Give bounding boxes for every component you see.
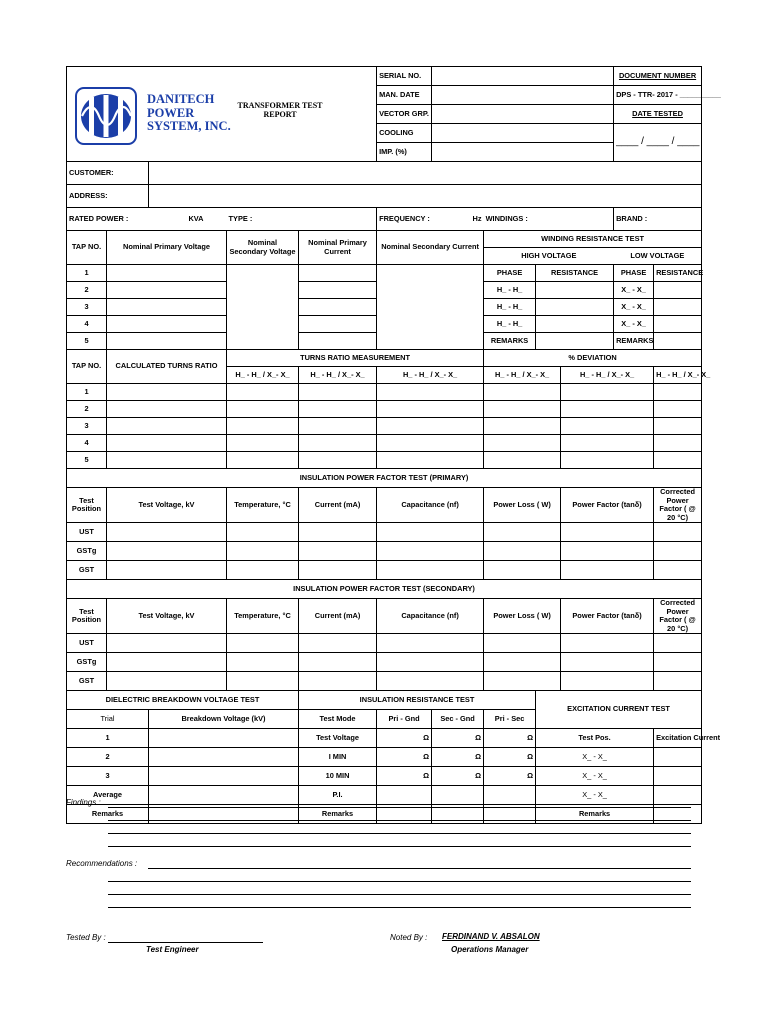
hv-phase-3: H_ - H_ — [484, 316, 536, 333]
pf-secondary-header-current: Current (mA) — [299, 599, 377, 634]
pri-gnd-header: Pri - Gnd — [377, 710, 432, 729]
pf-cell[interactable] — [227, 542, 299, 561]
insulation-remarks-label: Remarks — [299, 805, 377, 824]
hv-resistance-cell[interactable] — [536, 282, 614, 299]
serial-no-label: SERIAL NO. — [377, 67, 432, 86]
hz-unit: Hz — [472, 213, 482, 223]
turns-cell[interactable] — [484, 384, 561, 401]
pf-cell[interactable] — [654, 561, 702, 580]
pf-primary-header-voltage: Test Voltage, kV — [107, 488, 227, 523]
pf-cell[interactable] — [561, 672, 654, 691]
turns-cell[interactable] — [107, 435, 227, 452]
pf-secondary-title: INSULATION POWER FACTOR TEST (SECONDARY) — [67, 580, 702, 599]
pf-cell[interactable] — [561, 634, 654, 653]
hv-resistance-cell[interactable] — [536, 299, 614, 316]
turns-cell[interactable] — [227, 384, 299, 401]
turns-cell[interactable] — [561, 384, 654, 401]
primary-current-cell[interactable] — [299, 333, 377, 350]
turns-cell[interactable] — [227, 452, 299, 469]
tap-row-1: 1 — [67, 265, 107, 282]
frequency-text: FREQUENCY : — [379, 213, 430, 223]
lv-phase-3: X_ - X_ — [614, 316, 654, 333]
ohm-icon: Ω — [377, 767, 432, 786]
test-mode-voltage: Test Voltage — [299, 729, 377, 748]
turns-cell[interactable] — [484, 452, 561, 469]
nominal-secondary-voltage-header: Nominal Secondary Voltage — [227, 231, 299, 265]
turns-cell[interactable] — [654, 452, 702, 469]
pf-primary-header-power-factor: Power Factor (tanδ) — [561, 488, 654, 523]
turns-cell[interactable] — [654, 401, 702, 418]
pri-sec-header: Pri - Sec — [484, 710, 536, 729]
pf-secondary-header-position: Test Position — [67, 599, 107, 634]
tap-row-5: 5 — [67, 333, 107, 350]
findings-line-3[interactable] — [108, 833, 691, 834]
address-label: ADDRESS: — [67, 185, 149, 208]
turns-cell[interactable] — [107, 384, 227, 401]
hv-remarks-cell[interactable] — [536, 333, 614, 350]
imp-field[interactable] — [432, 143, 614, 162]
report-form — [66, 66, 721, 824]
turns-cell[interactable] — [299, 418, 377, 435]
pf-secondary-header-power-loss: Power Loss ( W) — [484, 599, 561, 634]
manager-name: FERDINAND V. ABSALON — [442, 932, 540, 941]
pf-secondary-row-gstg: GSTg — [67, 653, 107, 672]
serial-no-field[interactable] — [432, 67, 614, 86]
ohm-icon: Ω — [432, 748, 484, 767]
company-name-line-1: DANITECH — [147, 92, 215, 106]
hv-resistance-header: RESISTANCE — [536, 265, 614, 282]
company-name-line-3: SYSTEM, INC. — [147, 119, 231, 133]
lv-phase-header: PHASE — [614, 265, 654, 282]
pf-cell[interactable] — [299, 653, 377, 672]
pf-secondary-header-corrected: Corrected Power Factor ( @ 20 °C) — [654, 599, 702, 634]
breakdown-voltage-header: Breakdown Voltage (kV) — [149, 710, 299, 729]
trial-1: 1 — [67, 729, 149, 748]
turns-cell[interactable] — [107, 401, 227, 418]
measurement-col-1: H_ - H_ / X_- X_ — [227, 367, 299, 384]
pf-cell[interactable] — [227, 561, 299, 580]
lv-remarks-cell[interactable] — [654, 333, 702, 350]
brand-label: BRAND : — [614, 208, 702, 231]
dielectric-remarks-label: Remarks — [67, 805, 149, 824]
pf-cell[interactable] — [107, 542, 227, 561]
report-title-line-2: REPORT — [263, 110, 297, 119]
pf-cell[interactable] — [654, 542, 702, 561]
deviation-col-2: H_ - H_ / X_- X_ — [561, 367, 654, 384]
turns-cell[interactable] — [107, 452, 227, 469]
imp-label: IMP. (%) — [377, 143, 432, 162]
turns-cell[interactable] — [377, 435, 484, 452]
excitation-cell[interactable] — [654, 748, 702, 767]
vector-grp-label: VECTOR GRP. — [377, 105, 432, 124]
turns-cell[interactable] — [484, 418, 561, 435]
pi-cell[interactable] — [377, 786, 432, 805]
document-number-value[interactable]: DPS - TTR- 2017 - __________ — [614, 86, 702, 105]
turns-cell[interactable] — [377, 384, 484, 401]
pf-primary-row-ust: UST — [67, 523, 107, 542]
tested-by-label: Tested By : — [66, 933, 106, 942]
excitation-cell[interactable] — [654, 786, 702, 805]
turns-cell[interactable] — [561, 418, 654, 435]
tap-no-header: TAP NO. — [67, 231, 107, 265]
sec-gnd-header: Sec - Gnd — [432, 710, 484, 729]
test-mode-1min: I MIN — [299, 748, 377, 767]
recommendations-label: Recommendations : — [66, 859, 138, 868]
address-field[interactable] — [149, 185, 702, 208]
turns-cell[interactable] — [107, 418, 227, 435]
insulation-resistance-title: INSULATION RESISTANCE TEST — [299, 691, 536, 710]
measurement-col-2: H_ - H_ / X_- X_ — [299, 367, 377, 384]
pf-cell[interactable] — [561, 561, 654, 580]
cooling-label: COOLING — [377, 124, 432, 143]
exc-position-3: X_ - X_ — [536, 786, 654, 805]
pf-primary-header-temperature: Temperature, °C — [227, 488, 299, 523]
hv-phase-header: PHASE — [484, 265, 536, 282]
pf-cell[interactable] — [484, 653, 561, 672]
pf-cell[interactable] — [654, 653, 702, 672]
pf-cell[interactable] — [227, 672, 299, 691]
test-mode-header: Test Mode — [299, 710, 377, 729]
lv-resistance-cell[interactable] — [654, 282, 702, 299]
turns-cell[interactable] — [299, 452, 377, 469]
manager-title: Operations Manager — [451, 945, 529, 954]
tested-by-signature-line[interactable] — [108, 942, 263, 943]
turns-row-2: 2 — [67, 401, 107, 418]
pf-cell[interactable] — [484, 542, 561, 561]
recommendations-line-2[interactable] — [108, 881, 691, 882]
pf-primary-header-corrected: Corrected Power Factor ( @ 20 °C) — [654, 488, 702, 523]
findings-label: Findings : — [66, 798, 101, 807]
ohm-icon: Ω — [377, 729, 432, 748]
nominal-primary-current-header: Nominal Primary Current — [299, 231, 377, 265]
report-title-line-1: TRANSFORMER TEST — [237, 101, 323, 110]
pf-cell[interactable] — [299, 634, 377, 653]
low-voltage-header: LOW VOLTAGE — [614, 248, 702, 265]
turns-row-4: 4 — [67, 435, 107, 452]
test-engineer-title: Test Engineer — [146, 945, 199, 954]
deviation-col-3: H_ - H_ / X_- X_ — [654, 367, 702, 384]
turns-cell[interactable] — [377, 401, 484, 418]
man-date-field[interactable] — [432, 86, 614, 105]
pf-primary-header-power-loss: Power Loss ( W) — [484, 488, 561, 523]
calculated-turns-ratio-header: CALCULATED TURNS RATIO — [107, 350, 227, 384]
pf-cell[interactable] — [561, 523, 654, 542]
danitech-logo-icon — [75, 87, 137, 145]
ohm-icon: Ω — [432, 729, 484, 748]
dielectric-title: DIELECTRIC BREAKDOWN VOLTAGE TEST — [67, 691, 299, 710]
lv-remarks-label: REMARKS — [614, 333, 654, 350]
measurement-col-3: H_ - H_ / X_- X_ — [377, 367, 484, 384]
breakdown-cell[interactable] — [149, 729, 299, 748]
pf-primary-row-gst: GST — [67, 561, 107, 580]
test-mode-10min: 10 MIN — [299, 767, 377, 786]
pf-primary-title: INSULATION POWER FACTOR TEST (PRIMARY) — [67, 469, 702, 488]
turns-cell[interactable] — [227, 435, 299, 452]
pf-secondary-header-power-factor: Power Factor (tanδ) — [561, 599, 654, 634]
lv-phase-2: X_ - X_ — [614, 299, 654, 316]
average-label: Average — [67, 786, 149, 805]
ohm-icon: Ω — [484, 748, 536, 767]
deviation-col-1: H_ - H_ / X_- X_ — [484, 367, 561, 384]
pf-secondary-header-temperature: Temperature, °C — [227, 599, 299, 634]
pf-cell[interactable] — [299, 542, 377, 561]
pf-cell[interactable] — [107, 634, 227, 653]
pf-cell[interactable] — [227, 653, 299, 672]
pf-cell[interactable] — [377, 653, 484, 672]
exc-position-2: X_ - X_ — [536, 767, 654, 786]
pf-cell[interactable] — [107, 672, 227, 691]
turns-row-5: 5 — [67, 452, 107, 469]
man-date-label: MAN. DATE — [377, 86, 432, 105]
pf-primary-header-capacitance: Capacitance (nf) — [377, 488, 484, 523]
ohm-icon: Ω — [484, 729, 536, 748]
turns-cell[interactable] — [654, 418, 702, 435]
turns-cell[interactable] — [484, 401, 561, 418]
primary-voltage-cell[interactable] — [107, 333, 227, 350]
pf-secondary-header-voltage: Test Voltage, kV — [107, 599, 227, 634]
breakdown-cell[interactable] — [149, 748, 299, 767]
vector-grp-field[interactable] — [432, 105, 614, 124]
turns-cell[interactable] — [561, 452, 654, 469]
test-pos-header: Test Pos. — [536, 729, 654, 748]
turns-cell[interactable] — [484, 435, 561, 452]
tap-row-3: 3 — [67, 299, 107, 316]
pf-primary-row-gstg: GSTg — [67, 542, 107, 561]
pf-cell[interactable] — [484, 634, 561, 653]
primary-current-cell[interactable] — [299, 316, 377, 333]
high-voltage-header: HIGH VOLTAGE — [484, 248, 614, 265]
turns-cell[interactable] — [377, 418, 484, 435]
pf-cell[interactable] — [654, 634, 702, 653]
document-number-label: DOCUMENT NUMBER — [614, 67, 702, 86]
pi-cell[interactable] — [484, 786, 536, 805]
lv-resistance-cell[interactable] — [654, 299, 702, 316]
turns-cell[interactable] — [299, 384, 377, 401]
hv-phase-2: H_ - H_ — [484, 299, 536, 316]
turns-cell[interactable] — [299, 435, 377, 452]
turns-cell[interactable] — [299, 401, 377, 418]
hv-remarks-label: REMARKS — [484, 333, 536, 350]
pf-cell[interactable] — [377, 542, 484, 561]
ohm-icon: Ω — [484, 767, 536, 786]
average-cell[interactable] — [149, 786, 299, 805]
breakdown-cell[interactable] — [149, 767, 299, 786]
noted-by-label: Noted By : — [390, 933, 428, 942]
primary-voltage-cell[interactable] — [107, 265, 227, 282]
logo-block — [67, 67, 377, 162]
pf-secondary-row-gst: GST — [67, 672, 107, 691]
report-title — [227, 101, 333, 119]
recommendations-line-1[interactable] — [148, 868, 691, 869]
date-tested-label: DATE TESTED — [614, 105, 702, 124]
ohm-icon: Ω — [432, 767, 484, 786]
pf-secondary-row-ust: UST — [67, 634, 107, 653]
type-label: TYPE : — [227, 208, 377, 231]
turns-cell[interactable] — [227, 401, 299, 418]
tap-row-4: 4 — [67, 316, 107, 333]
findings-line-2[interactable] — [108, 820, 691, 821]
company-name-line-2: POWER — [147, 105, 195, 120]
pf-cell[interactable] — [107, 653, 227, 672]
pf-cell[interactable] — [107, 523, 227, 542]
kva-unit: KVA — [188, 213, 204, 223]
trial-2: 2 — [67, 748, 149, 767]
pf-cell[interactable] — [484, 523, 561, 542]
pf-secondary-header-capacitance: Capacitance (nf) — [377, 599, 484, 634]
trial-header: Trial — [67, 710, 149, 729]
recommendations-line-4[interactable] — [108, 907, 691, 908]
pf-cell[interactable] — [107, 561, 227, 580]
excitation-title: EXCITATION CURRENT TEST — [536, 691, 702, 729]
tap-row-2: 2 — [67, 282, 107, 299]
pf-cell[interactable] — [377, 672, 484, 691]
primary-voltage-cell[interactable] — [107, 299, 227, 316]
excitation-cell[interactable] — [654, 767, 702, 786]
customer-label: CUSTOMER: — [67, 162, 149, 185]
pf-cell[interactable] — [561, 653, 654, 672]
lv-resistance-header: RESISTANCE — [654, 265, 702, 282]
primary-voltage-cell[interactable] — [107, 316, 227, 333]
nominal-primary-voltage-header: Nominal Primary Voltage — [107, 231, 227, 265]
turns-cell[interactable] — [654, 435, 702, 452]
pf-cell[interactable] — [377, 523, 484, 542]
cooling-field[interactable] — [432, 124, 614, 143]
pf-primary-header-position: Test Position — [67, 488, 107, 523]
turns-cell[interactable] — [654, 384, 702, 401]
company-name — [147, 93, 231, 134]
turns-cell[interactable] — [561, 401, 654, 418]
primary-current-cell[interactable] — [299, 282, 377, 299]
pf-cell[interactable] — [654, 523, 702, 542]
deviation-title: % DEVIATION — [484, 350, 702, 367]
turns-cell[interactable] — [561, 435, 654, 452]
exc-position-1: X_ - X_ — [536, 748, 654, 767]
findings-line-1[interactable] — [108, 807, 691, 808]
pf-cell[interactable] — [654, 672, 702, 691]
trial-3: 3 — [67, 767, 149, 786]
pf-cell[interactable] — [227, 523, 299, 542]
excitation-remarks-label: Remarks — [536, 805, 654, 824]
secondary-current-cell[interactable] — [377, 265, 484, 350]
pf-cell[interactable] — [227, 634, 299, 653]
test-mode-pi: P.I. — [299, 786, 377, 805]
pf-cell[interactable] — [377, 634, 484, 653]
winding-resistance-title: WINDING RESISTANCE TEST — [484, 231, 702, 248]
pf-cell[interactable] — [484, 561, 561, 580]
pf-cell[interactable] — [377, 561, 484, 580]
hv-resistance-cell[interactable] — [536, 316, 614, 333]
nominal-secondary-current-header: Nominal Secondary Current — [377, 231, 484, 265]
findings-line-4[interactable] — [108, 846, 691, 847]
primary-current-cell[interactable] — [299, 299, 377, 316]
pf-cell[interactable] — [561, 542, 654, 561]
turns-row-3: 3 — [67, 418, 107, 435]
turns-tap-no-header: TAP NO. — [67, 350, 107, 384]
frequency-label — [377, 208, 484, 231]
hv-phase-1: H_ - H_ — [484, 282, 536, 299]
primary-current-cell[interactable] — [299, 265, 377, 282]
pf-primary-header-current: Current (mA) — [299, 488, 377, 523]
pi-cell[interactable] — [432, 786, 484, 805]
pf-cell[interactable] — [299, 523, 377, 542]
ohm-icon: Ω — [377, 748, 432, 767]
date-tested-value[interactable]: ____ / ____ / ____ — [614, 124, 702, 162]
turns-cell[interactable] — [377, 452, 484, 469]
windings-label: WINDINGS : — [484, 208, 614, 231]
rated-power-text: RATED POWER : — [69, 213, 129, 223]
recommendations-line-3[interactable] — [108, 894, 691, 895]
pf-cell[interactable] — [299, 672, 377, 691]
lv-resistance-cell[interactable] — [654, 316, 702, 333]
excitation-current-header: Excitation Current — [654, 729, 702, 748]
pf-cell[interactable] — [299, 561, 377, 580]
turns-row-1: 1 — [67, 384, 107, 401]
turns-ratio-measurement-title: TURNS RATIO MEASUREMENT — [227, 350, 484, 367]
secondary-voltage-cell[interactable] — [227, 265, 299, 350]
customer-field[interactable] — [149, 162, 702, 185]
rated-power-label — [67, 208, 227, 231]
primary-voltage-cell[interactable] — [107, 282, 227, 299]
lv-phase-1: X_ - X_ — [614, 282, 654, 299]
pf-cell[interactable] — [484, 672, 561, 691]
turns-cell[interactable] — [227, 418, 299, 435]
